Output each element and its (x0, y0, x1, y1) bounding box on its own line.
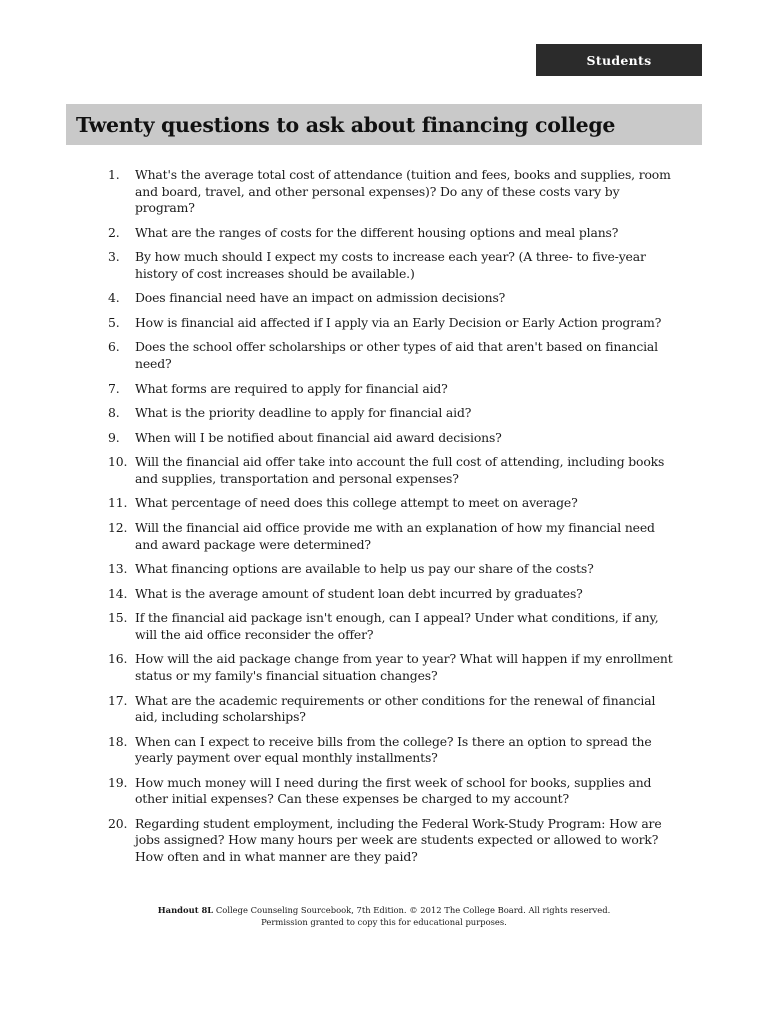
questions-list (108, 167, 680, 873)
question-item (108, 167, 680, 217)
question-item (108, 651, 680, 684)
question-item (108, 430, 680, 447)
question-number: 7. (108, 380, 120, 396)
question-number: 1. (108, 167, 120, 182)
question-number: 5. (108, 314, 120, 330)
question-text: Does financial need have an impact on admission decisions? (135, 290, 506, 306)
question-number: 18. (108, 733, 128, 749)
question-number: 16. (108, 651, 128, 667)
question-item (108, 610, 680, 643)
question-item (108, 775, 680, 808)
question-item (108, 734, 680, 767)
question-text: Regarding student employment, including the Federal Work-Study Program: How are jobs assigned? How many hours per week are students expected or allowed to work? How often and in what manner are they paid? (135, 815, 662, 864)
question-text: By how much should I expect my costs to increase each year? (A three- to five-year history of cost increases should be available.) (135, 249, 646, 281)
title-bar (66, 104, 702, 145)
copyright-text: College Counseling Sourcebook, 7th Edition. © 2012 The College Board. All rights reserved. (215, 905, 611, 915)
question-number: 15. (108, 610, 128, 626)
question-item (108, 405, 680, 422)
question-item (108, 693, 680, 726)
question-number: 2. (108, 224, 120, 240)
question-number: 13. (108, 561, 128, 577)
question-text: What is the average amount of student loan debt incurred by graduates? (135, 585, 583, 601)
question-text: When will I be notified about financial aid award decisions? (135, 429, 502, 445)
question-text: What financing options are available to help us pay our share of the costs? (135, 561, 594, 577)
question-number: 14. (108, 585, 128, 601)
students-tab: Students (536, 44, 702, 76)
question-number: 10. (108, 454, 128, 470)
page-title: Twenty questions to ask about financing college (76, 112, 616, 137)
question-text: If the financial aid package isn't enough, can I appeal? Under what conditions, if any, will the aid office reconsider the offer? (135, 610, 659, 642)
question-text: How is financial aid affected if I apply via an Early Decision or Early Action program? (135, 314, 662, 330)
question-text: How much money will I need during the first week of school for books, supplies and other initial expenses? Can these expenses be charged to my account? (135, 774, 652, 807)
question-text: Will the financial aid offer take into account the full cost of attending, including books and supplies, transportation and personal expenses? (135, 454, 665, 486)
question-number: 19. (108, 774, 128, 790)
footer (0, 904, 768, 928)
footer-line-1 (0, 904, 768, 916)
question-text: What are the ranges of costs for the different housing options and meal plans? (135, 224, 619, 240)
question-number: 4. (108, 290, 120, 306)
question-item (108, 454, 680, 487)
question-item (108, 339, 680, 372)
question-item (108, 816, 680, 866)
question-number: 20. (108, 815, 128, 831)
question-number: 9. (108, 429, 120, 445)
question-number: 6. (108, 339, 120, 355)
question-item (108, 249, 680, 282)
question-number: 11. (108, 495, 128, 511)
question-text: What forms are required to apply for financial aid? (135, 380, 448, 396)
question-text: Will the financial aid office provide me with an explanation of how my financial need and award package were determined? (135, 520, 655, 552)
question-text: What are the academic requirements or other conditions for the renewal of financial aid, including scholarships? (135, 692, 656, 724)
question-item (108, 381, 680, 398)
question-text: What's the average total cost of attendance (tuition and fees, books and supplies, room and board, travel, and other personal expenses)? Do any of these costs vary by program? (135, 167, 671, 215)
question-item (108, 290, 680, 307)
question-number: 3. (108, 249, 120, 265)
question-text: What is the priority deadline to apply for financial aid? (135, 405, 472, 421)
footer-line-2: Permission granted to copy this for educational purposes. (261, 917, 507, 927)
question-number: 12. (108, 520, 128, 536)
question-number: 17. (108, 692, 128, 708)
question-item (108, 586, 680, 603)
question-item (108, 561, 680, 578)
question-text: What percentage of need does this college attempt to meet on average? (135, 495, 578, 511)
question-item (108, 495, 680, 512)
question-number: 8. (108, 405, 120, 421)
question-text: When can I expect to receive bills from the college? Is there an option to spread the yearly payment over equal monthly installments? (135, 733, 652, 766)
question-item (108, 225, 680, 242)
question-item (108, 520, 680, 553)
question-text: Does the school offer scholarships or other types of aid that aren't based on financial need? (135, 339, 658, 371)
question-item (108, 315, 680, 332)
handout-label: Handout 8L (157, 905, 214, 915)
question-text: How will the aid package change from year to year? What will happen if my enrollment status or my family's financial situation changes? (135, 651, 673, 683)
